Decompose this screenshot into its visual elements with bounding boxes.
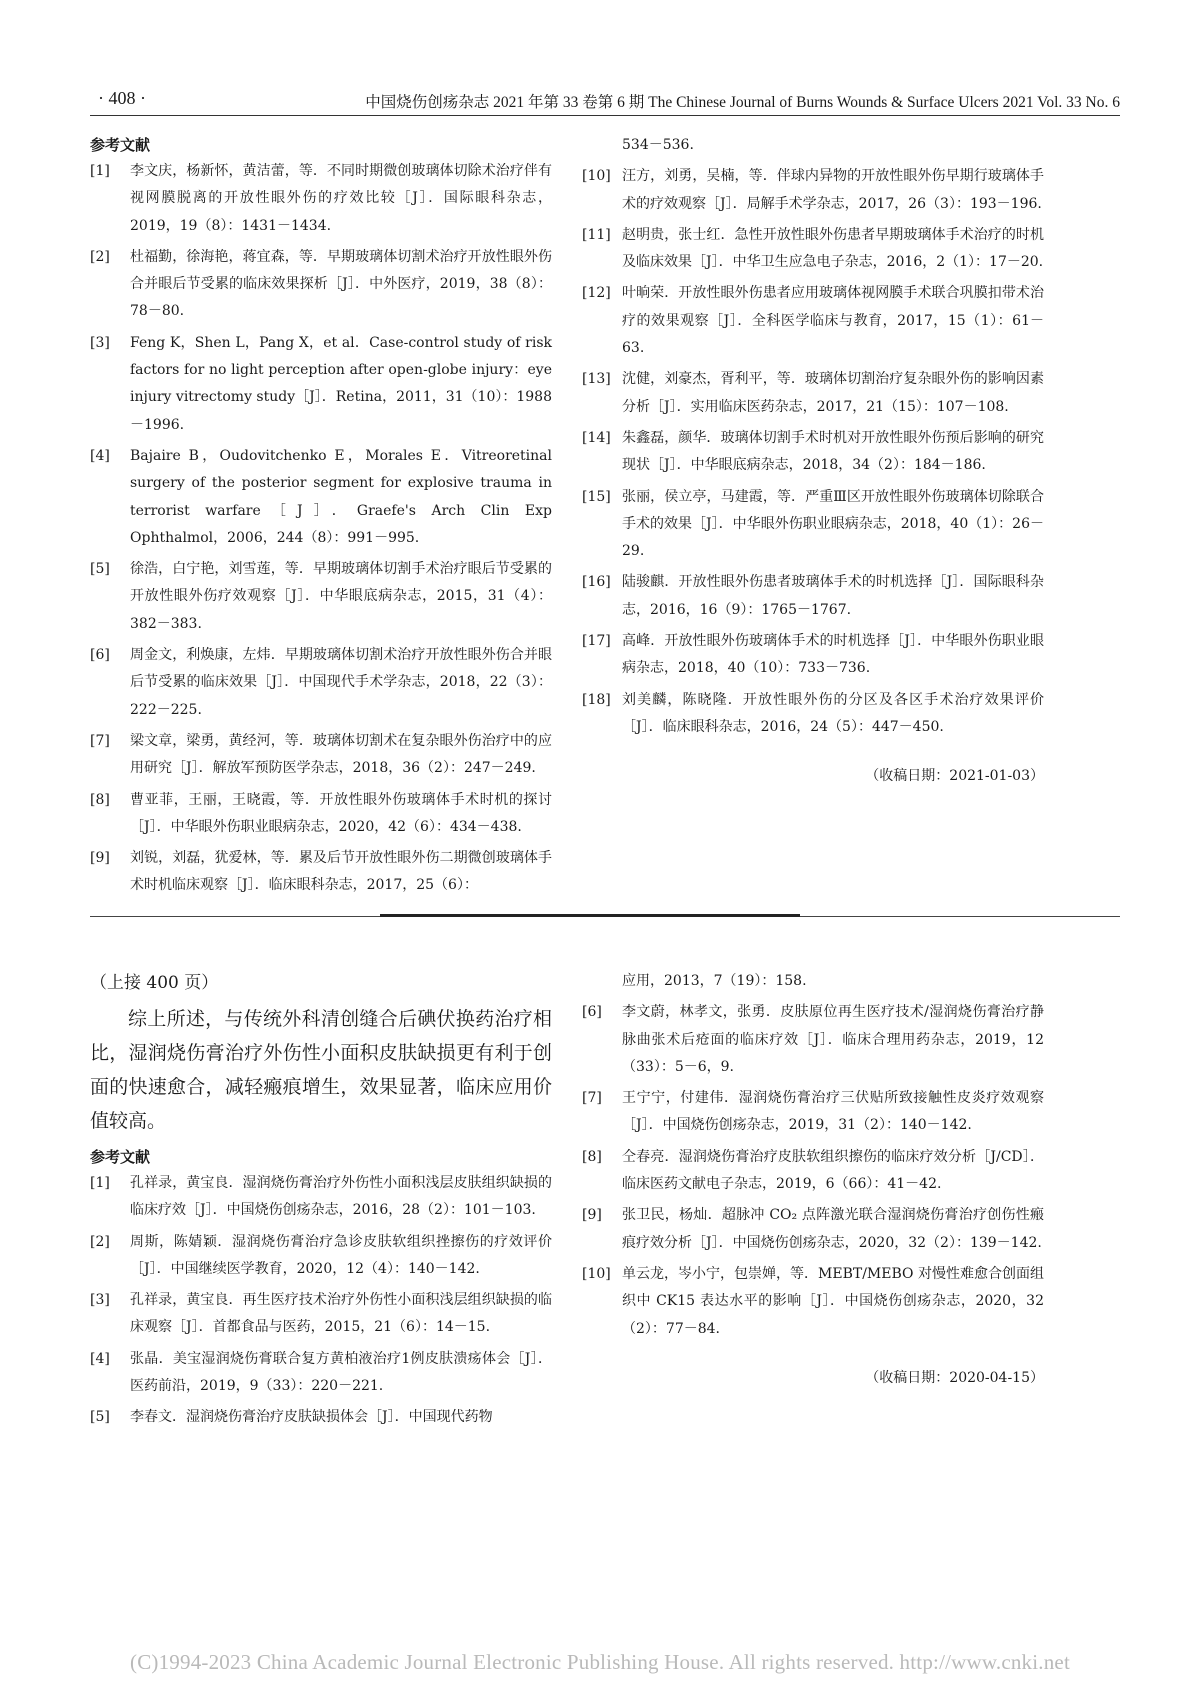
reference-text: 徐浩，白宁艳，刘雪莲，等．早期玻璃体切割手术治疗眼后节受累的开放性眼外伤疗效观察［J］．中华眼底病杂志，2015，31（4）：382－383. [130, 561, 552, 632]
reference-text: 周金文，利焕康，左炜．早期玻璃体切割术治疗开放性眼外伤合并眼后节受累的临床效果［J］．中国现代手术学杂志，2018，22（3）：222－225. [130, 647, 552, 718]
reference-number: [8] [90, 791, 110, 808]
reference-text: 李文庆，杨新怀，黄洁蕾，等．不同时期微创玻璃体切除术治疗伴有视网膜脱离的开放性眼外伤的疗效比较［J］．国际眼科杂志，2019，19（8）：1431－1434. [130, 163, 552, 234]
reference-number: [9] [90, 850, 110, 867]
reference-entry [90, 787, 552, 842]
reference-entry [582, 484, 1044, 566]
reference-number: [2] [90, 1233, 110, 1250]
reference-entry [90, 642, 552, 724]
reference-text: 叶晌荣．开放性眼外伤患者应用玻璃体视网膜手术联合巩膜扣带术治疗的效果观察［J］．全科医学临床与教育，2017，15（1）：61－63. [622, 285, 1044, 357]
reference-entry [582, 1144, 1044, 1199]
reference-entry [582, 1202, 1044, 1257]
reference-text: 张卫民，杨灿．超脉冲 CO₂ 点阵激光联合湿润烧伤膏治疗创伤性瘢痕疗效分析［J］．中国烧伤创疡杂志，2020，32（2）：139－142. [622, 1207, 1044, 1251]
reference-text: 曹亚菲，王丽，王晓霞，等．开放性眼外伤玻璃体手术时机的探讨［J］．中华眼外伤职业眼病杂志，2020，42（6）：434－438. [130, 791, 552, 835]
reference-number: [3] [90, 334, 110, 351]
reference-entry [90, 1346, 552, 1401]
reference-text: 杜福勤，徐海艳，蒋宜森，等．早期玻璃体切割术治疗开放性眼外伤合并眼后节受累的临床效果探析［J］．中外医疗，2019，38（8）：78－80. [130, 248, 552, 320]
reference-entry [582, 425, 1044, 480]
reference-text: 李文蔚，林孝文，张勇．皮肤原位再生医疗技术/湿润烧伤膏治疗静脉曲张术后疮面的临床疗效［J］．临床合理用药杂志，2019，12（33）：5－6，9. [622, 1004, 1044, 1075]
reference-entry [582, 366, 1044, 421]
reference-entry [90, 1229, 552, 1284]
page-number: · 408 · [98, 88, 146, 108]
reference-number: [3] [90, 1292, 110, 1309]
reference-number: [16] [582, 574, 611, 591]
article1-left-column [90, 132, 552, 904]
conclusion-paragraph: 综上所述，与传统外科清创缝合后碘伏换药治疗相比，湿润烧伤膏治疗外伤性小面积皮肤缺损更有利于创面的快速愈合，减轻瘢痕增生，效果显著，临床应用价值较高。 [90, 1008, 552, 1132]
reference-text: 高峰．开放性眼外伤玻璃体手术的时机选择［J］．中华眼外伤职业眼病杂志，2018，40（10）：733－736. [622, 633, 1044, 677]
reference-number: [2] [90, 248, 110, 265]
received-date: （收稿日期：2020-04-15） [865, 1369, 1044, 1386]
reference-entry [90, 1404, 552, 1431]
reference-entry [90, 728, 552, 783]
reference-entry [90, 845, 552, 900]
reference-entry [90, 556, 552, 638]
continued-from-label: （上接 400 页） [90, 973, 219, 993]
reference-entry [90, 1287, 552, 1342]
reference-text: 陆骏麒．开放性眼外伤患者玻璃体手术的时机选择［J］．国际眼科杂志，2016，16（9）：1765－1767. [622, 574, 1044, 618]
reference-entry [582, 569, 1044, 624]
running-header [90, 86, 1120, 116]
reference-text: 王宁宁，付建伟．湿润烧伤膏治疗三伏贴所致接触性皮炎疗效观察［J］．中国烧伤创疡杂志，2019，31（2）：140－142. [622, 1090, 1044, 1134]
article1-right-column [582, 132, 1044, 789]
reference-number: [11] [582, 226, 611, 243]
copyright-footer: (C)1994-2023 China Academic Journal Electronic Publishing House. All rights reserved. http://www.cnki.net [130, 1650, 1070, 1674]
reference-number: [15] [582, 488, 611, 505]
received-date: （收稿日期：2021-01-03） [865, 768, 1044, 785]
reference-text: Feng K，Shen L，Pang X，et al．Case-control study of risk factors for no light perception after open-globe injury：eye injury vitrectomy study［J］．Retina，2011，31（10）：1988－1996. [130, 334, 552, 433]
reference-entry [90, 443, 552, 552]
reference-text: 李春文．湿润烧伤膏治疗皮肤缺损体会［J］．中国现代药物 [130, 1409, 493, 1426]
reference-text: 沈健，刘豪杰，胥利平，等．玻璃体切割治疗复杂眼外伤的影响因素分析［J］．实用临床医药杂志，2017，21（15）：107－108. [622, 371, 1044, 415]
reference-text: 赵明贵，张士红．急性开放性眼外伤患者早期玻璃体手术治疗的时机及临床效果［J］．中华卫生应急电子杂志，2016，2（1）：17－20. [622, 226, 1044, 271]
reference-list [582, 999, 1044, 1343]
reference-entry [582, 687, 1044, 742]
reference-continuation: 534－536. [622, 137, 694, 153]
reference-number: [4] [90, 447, 110, 464]
reference-text: 刘美麟，陈晓隆．开放性眼外伤的分区及各区手术治疗效果评价［J］．临床眼科杂志，2016，24（5）：447－450. [622, 691, 1044, 735]
reference-text: 仝春亮．湿润烧伤膏治疗皮肤软组织擦伤的临床疗效分析［J/CD］．临床医药文献电子杂志，2019，6（66）：41－42. [622, 1148, 1044, 1193]
reference-number: [9] [582, 1207, 602, 1224]
reference-entry [582, 1085, 1044, 1140]
reference-number: [10] [582, 1265, 611, 1282]
reference-entry [90, 158, 552, 240]
reference-number: [8] [582, 1148, 602, 1165]
reference-entry [582, 163, 1044, 218]
reference-entry [582, 280, 1044, 362]
reference-text: 梁文章，梁勇，黄经河，等．玻璃体切割术在复杂眼外伤治疗中的应用研究［J］．解放军预防医学杂志，2018，36（2）：247－249. [130, 732, 552, 777]
reference-entry [582, 1261, 1044, 1343]
reference-text: 刘锐，刘磊，犹爱林，等．累及后节开放性眼外伤二期微创玻璃体手术时机临床观察［J］．临床眼科杂志，2017，25（6）： [130, 850, 552, 894]
reference-list [90, 158, 552, 900]
reference-number: [7] [582, 1090, 602, 1107]
reference-text: 单云龙，岑小宁，包崇婵，等．MEBT/MEBO 对慢性难愈合创面组织中 CK15 表达水平的影响［J］．中国烧伤创疡杂志，2020，32（2）：77－84. [622, 1265, 1044, 1337]
reference-number: [18] [582, 691, 611, 708]
reference-text: 孔祥录，黄宝良．再生医疗技术治疗外伤性小面积浅层组织缺损的临床观察［J］．首都食品与医药，2015，21（6）：14－15. [130, 1292, 552, 1336]
reference-text: 张晶．美宝湿润烧伤膏联合复方黄柏液治疗1例皮肤溃疡体会［J］．医药前沿，2019，9（33）：220－221. [130, 1350, 552, 1395]
reference-number: [6] [582, 1004, 602, 1021]
reference-number: [10] [582, 168, 611, 185]
reference-entry [582, 628, 1044, 683]
reference-text: 汪方，刘勇，吴楠，等．伴球内异物的开放性眼外伤早期行玻璃体手术的疗效观察［J］．局解手术学杂志，2017，26（3）：193－196. [622, 168, 1044, 212]
reference-list [90, 1170, 552, 1432]
reference-text: 朱鑫磊，颜华．玻璃体切割手术时机对开放性眼外伤预后影响的研究现状［J］．中华眼底病杂志，2018，34（2）：184－186. [622, 429, 1044, 474]
reference-entry [582, 999, 1044, 1081]
journal-citation-line: 中国烧伤创疡杂志 2021 年第 33 卷第 6 期 The Chinese Journal of Burns Wounds & Surface Ulcers 2021 Vol. 33 No. 6 [365, 94, 1120, 111]
reference-number: [5] [90, 1409, 110, 1426]
reference-number: [1] [90, 1175, 110, 1191]
reference-text: 周斯，陈婧颖．湿润烧伤膏治疗急诊皮肤软组织挫擦伤的疗效评价［J］．中国继续医学教育，2020，12（4）：140－142. [130, 1233, 552, 1277]
reference-number: [12] [582, 285, 611, 302]
reference-number: [1] [90, 163, 110, 179]
reference-entry [90, 244, 552, 326]
reference-list [582, 163, 1044, 741]
reference-number: [4] [90, 1350, 110, 1367]
reference-continuation: 应用，2013，7（19）：158. [622, 973, 807, 989]
reference-entry [90, 330, 552, 439]
reference-text: Bajaire B，Oudovitchenko E，Morales E．Vitreoretinal surgery of the posterior segment for explosive trauma in terrorist warfare［J］．Graefe's Arch Clin Exp Ophthalmol，2006，244（8）：991－995. [130, 447, 552, 546]
section-divider-accent [380, 914, 800, 917]
reference-entry [90, 1170, 552, 1225]
reference-text: 张丽，侯立亭，马建霞，等．严重Ⅲ区开放性眼外伤玻璃体切除联合手术的效果［J］．中华眼外伤职业眼病杂志，2018，40（1）：26－29. [622, 488, 1044, 560]
article2-left-column [90, 968, 552, 1436]
reference-number: [14] [582, 429, 611, 446]
references-heading: 参考文献 [90, 1148, 151, 1166]
reference-number: [17] [582, 633, 611, 650]
reference-number: [5] [90, 561, 110, 578]
reference-number: [13] [582, 371, 611, 388]
header-rule [90, 115, 1120, 116]
reference-text: 孔祥录，黄宝良．湿润烧伤膏治疗外伤性小面积浅层皮肤组织缺损的临床疗效［J］．中国烧伤创疡杂志，2016，28（2）：101－103. [130, 1175, 552, 1219]
reference-entry [582, 222, 1044, 277]
references-heading: 参考文献 [90, 136, 151, 154]
reference-number: [6] [90, 647, 110, 664]
reference-number: [7] [90, 732, 110, 749]
article2-right-column [582, 968, 1044, 1391]
